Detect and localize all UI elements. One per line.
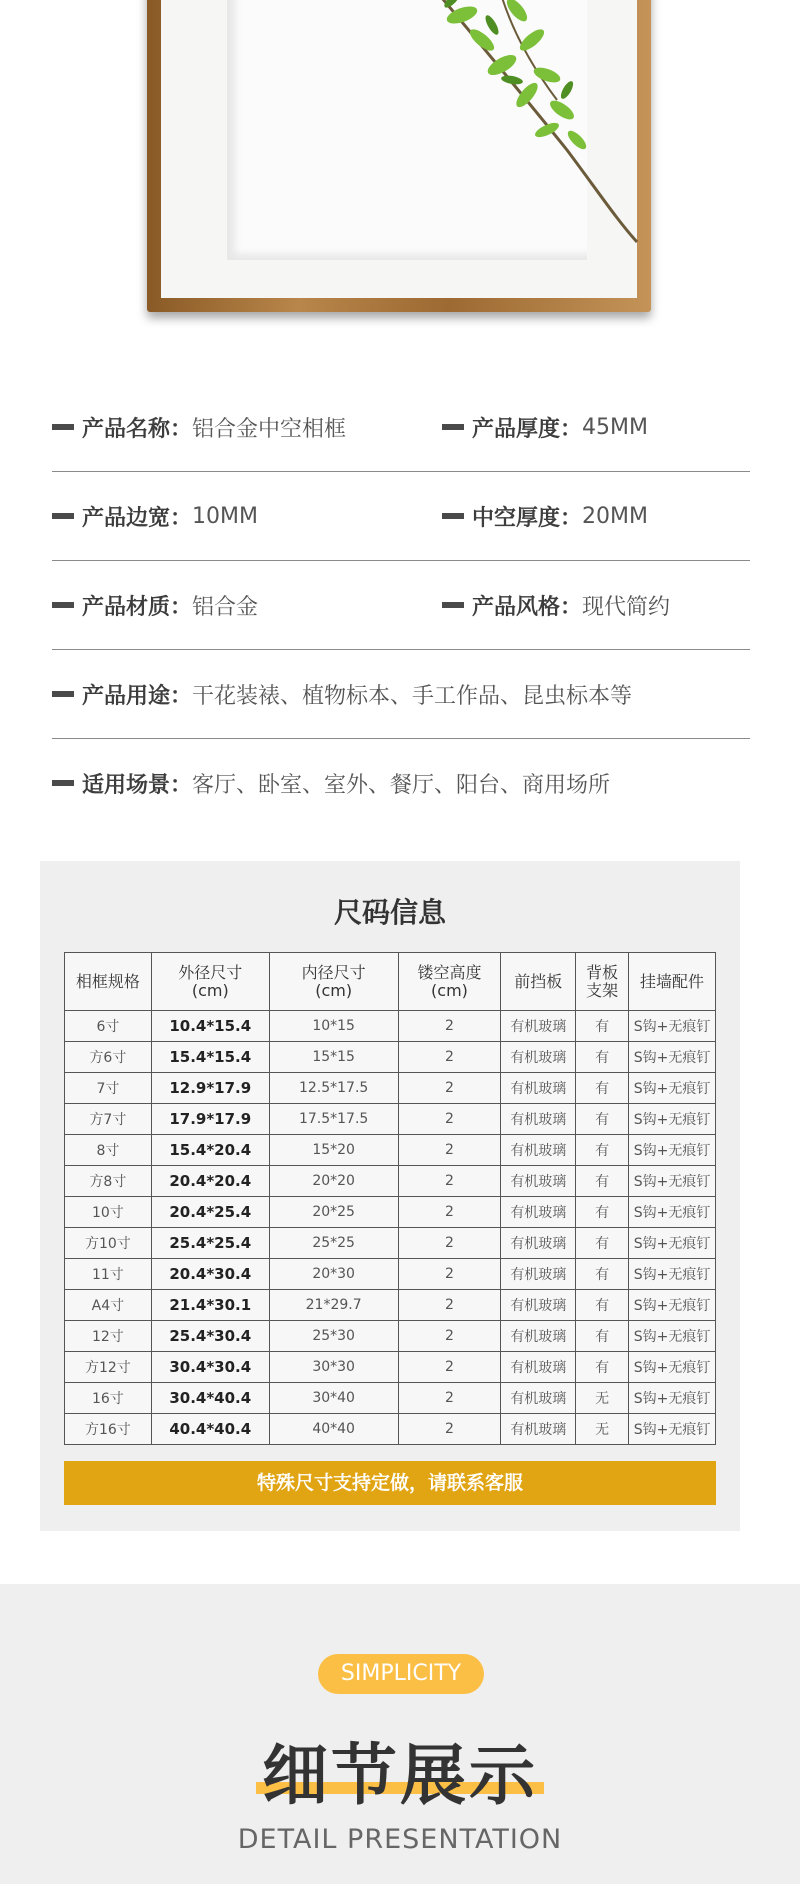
table-cell: 2 [398, 1104, 501, 1135]
spec-value: 铝合金中空相框 [192, 416, 347, 442]
size-info-panel [40, 861, 740, 1531]
size-table [64, 952, 716, 1445]
table-header-cell: 挂墙配件 [629, 953, 716, 1011]
table-row [65, 1104, 716, 1135]
spec-value: 现代简约 [582, 594, 671, 620]
table-header-cell: 镂空高度 (cm) [398, 953, 501, 1011]
spec-label: 产品边宽： [82, 505, 193, 531]
table-cell: 20*25 [269, 1197, 398, 1228]
spec-value: 客厅、卧室、室外、餐厅、阳台、商用场所 [192, 772, 611, 798]
frame-mat [161, 0, 637, 298]
table-row [65, 1011, 716, 1042]
table-cell: 无 [576, 1383, 629, 1414]
table-cell: 2 [398, 1073, 501, 1104]
table-cell: 方7寸 [65, 1104, 152, 1135]
table-row [65, 1073, 716, 1104]
spec-label: 产品名称： [82, 416, 193, 442]
table-cell: S钩+无痕钉 [629, 1259, 716, 1290]
spec-item-name [52, 412, 442, 443]
table-cell: 有 [576, 1042, 629, 1073]
table-cell: 有机玻璃 [501, 1352, 576, 1383]
table-cell: 15*15 [269, 1042, 398, 1073]
frame-inner-panel [227, 0, 587, 260]
dash-icon [442, 602, 464, 608]
table-cell: 有 [576, 1104, 629, 1135]
table-row [65, 1166, 716, 1197]
table-cell: 2 [398, 1197, 501, 1228]
table-cell: 25*30 [269, 1321, 398, 1352]
table-row [65, 1414, 716, 1445]
plant-branch-illustration [407, 0, 667, 250]
table-cell: 20*30 [269, 1259, 398, 1290]
table-row [65, 1135, 716, 1166]
table-header-cell: 背板 支架 [576, 953, 629, 1011]
spec-item-usage [52, 679, 632, 710]
table-header-cell: 内径尺寸 (cm) [269, 953, 398, 1011]
table-cell: 有机玻璃 [501, 1011, 576, 1042]
table-cell: 25.4*25.4 [151, 1228, 269, 1259]
table-cell: S钩+无痕钉 [629, 1321, 716, 1352]
table-cell: 有机玻璃 [501, 1383, 576, 1414]
detail-title-wrap [0, 1722, 800, 1814]
table-cell: 21*29.7 [269, 1290, 398, 1321]
table-cell: 有机玻璃 [501, 1166, 576, 1197]
table-cell: 20*20 [269, 1166, 398, 1197]
table-cell: 12.9*17.9 [151, 1073, 269, 1104]
spec-row [52, 561, 750, 650]
table-cell: 有机玻璃 [501, 1197, 576, 1228]
table-cell: S钩+无痕钉 [629, 1197, 716, 1228]
spec-item-hollow-depth [442, 501, 648, 532]
table-cell: 12寸 [65, 1321, 152, 1352]
table-cell: 17.5*17.5 [269, 1104, 398, 1135]
table-cell: 方12寸 [65, 1352, 152, 1383]
table-cell: 10寸 [65, 1197, 152, 1228]
table-row [65, 1042, 716, 1073]
spec-value: 干花装裱、植物标本、手工作品、昆虫标本等 [192, 683, 633, 709]
spec-label: 中空厚度： [472, 505, 583, 531]
table-row [65, 1383, 716, 1414]
product-photo [0, 0, 800, 330]
size-info-title: 尺码信息 [333, 896, 446, 929]
table-cell: 方16寸 [65, 1414, 152, 1445]
table-row [65, 1197, 716, 1228]
table-cell: 有机玻璃 [501, 1228, 576, 1259]
table-cell: 有 [576, 1228, 629, 1259]
dash-icon [442, 513, 464, 519]
table-cell: 2 [398, 1011, 501, 1042]
table-cell: 2 [398, 1259, 501, 1290]
spec-row [52, 739, 750, 827]
spec-list [52, 383, 750, 827]
spec-row [52, 383, 750, 472]
spec-value: 20MM [582, 503, 648, 529]
table-header-cell: 前挡板 [501, 953, 576, 1011]
table-row [65, 1290, 716, 1321]
table-cell: 30.4*40.4 [151, 1383, 269, 1414]
table-cell: 无 [576, 1414, 629, 1445]
table-cell: 20.4*20.4 [151, 1166, 269, 1197]
spec-value: 铝合金 [192, 594, 259, 620]
table-cell: 21.4*30.1 [151, 1290, 269, 1321]
spec-value: 10MM [192, 503, 258, 529]
table-header-cell: 外径尺寸 (cm) [151, 953, 269, 1011]
table-header-cell: 相框规格 [65, 953, 152, 1011]
table-cell: 2 [398, 1414, 501, 1445]
detail-title: 细节展示 [262, 1737, 538, 1814]
dash-icon [52, 424, 74, 430]
table-cell: 10.4*15.4 [151, 1011, 269, 1042]
table-cell: 有 [576, 1166, 629, 1197]
dash-icon [442, 424, 464, 430]
table-cell: 有机玻璃 [501, 1104, 576, 1135]
table-cell: 方6寸 [65, 1042, 152, 1073]
table-cell: 方10寸 [65, 1228, 152, 1259]
dash-icon [52, 602, 74, 608]
table-cell: 有机玻璃 [501, 1042, 576, 1073]
table-cell: S钩+无痕钉 [629, 1042, 716, 1073]
table-cell: S钩+无痕钉 [629, 1073, 716, 1104]
spec-item-style [442, 590, 670, 621]
table-cell: 25*25 [269, 1228, 398, 1259]
table-cell: 11寸 [65, 1259, 152, 1290]
spec-item-scenes [52, 768, 610, 799]
spec-label: 产品材质： [82, 594, 193, 620]
table-cell: 有 [576, 1073, 629, 1104]
table-cell: 有机玻璃 [501, 1135, 576, 1166]
table-cell: S钩+无痕钉 [629, 1011, 716, 1042]
table-cell: 有机玻璃 [501, 1073, 576, 1104]
simplicity-badge: SIMPLICITY [318, 1654, 484, 1694]
table-cell: 20.4*25.4 [151, 1197, 269, 1228]
spec-row [52, 472, 750, 561]
custom-size-banner: 特殊尺寸支持定做，请联系客服 [64, 1461, 716, 1505]
table-cell: 2 [398, 1042, 501, 1073]
table-cell: 30*40 [269, 1383, 398, 1414]
table-cell: 有机玻璃 [501, 1414, 576, 1445]
dash-icon [52, 691, 74, 697]
table-row [65, 1321, 716, 1352]
table-cell: 25.4*30.4 [151, 1321, 269, 1352]
table-cell: 8寸 [65, 1135, 152, 1166]
table-cell: 7寸 [65, 1073, 152, 1104]
table-cell: 10*15 [269, 1011, 398, 1042]
table-cell: S钩+无痕钉 [629, 1228, 716, 1259]
table-row [65, 1259, 716, 1290]
table-cell: 15.4*20.4 [151, 1135, 269, 1166]
spec-label: 产品用途： [82, 683, 193, 709]
table-cell: S钩+无痕钉 [629, 1104, 716, 1135]
table-cell: 40*40 [269, 1414, 398, 1445]
table-cell: 40.4*40.4 [151, 1414, 269, 1445]
detail-subtitle: DETAIL PRESENTATION [237, 1824, 563, 1855]
table-cell: 有机玻璃 [501, 1259, 576, 1290]
table-cell: 2 [398, 1166, 501, 1197]
table-cell: S钩+无痕钉 [629, 1135, 716, 1166]
spec-value: 45MM [582, 414, 648, 440]
table-cell: 有 [576, 1259, 629, 1290]
table-cell: 6寸 [65, 1011, 152, 1042]
table-row [65, 1352, 716, 1383]
table-cell: S钩+无痕钉 [629, 1383, 716, 1414]
spec-item-border-width [52, 501, 442, 532]
table-cell: 2 [398, 1228, 501, 1259]
table-cell: 30.4*30.4 [151, 1352, 269, 1383]
photo-frame-image [147, 0, 651, 312]
table-cell: 有机玻璃 [501, 1321, 576, 1352]
table-header-row [65, 953, 716, 1011]
table-cell: 17.9*17.9 [151, 1104, 269, 1135]
table-cell: 2 [398, 1290, 501, 1321]
table-cell: 有 [576, 1290, 629, 1321]
table-cell: 有 [576, 1352, 629, 1383]
spec-item-material [52, 590, 442, 621]
table-row [65, 1228, 716, 1259]
spec-label: 产品风格： [472, 594, 583, 620]
table-cell: S钩+无痕钉 [629, 1290, 716, 1321]
table-cell: A4寸 [65, 1290, 152, 1321]
dash-icon [52, 513, 74, 519]
spec-label: 产品厚度： [472, 416, 583, 442]
table-cell: 2 [398, 1352, 501, 1383]
table-cell: 方8寸 [65, 1166, 152, 1197]
spec-label: 适用场景： [82, 772, 193, 798]
table-cell: 有 [576, 1321, 629, 1352]
table-cell: S钩+无痕钉 [629, 1414, 716, 1445]
table-cell: 有 [576, 1011, 629, 1042]
table-cell: 20.4*30.4 [151, 1259, 269, 1290]
table-cell: 有 [576, 1135, 629, 1166]
detail-section [0, 1584, 800, 1884]
table-cell: 30*30 [269, 1352, 398, 1383]
dash-icon [52, 780, 74, 786]
spec-item-thickness [442, 412, 648, 443]
table-cell: 15*20 [269, 1135, 398, 1166]
table-cell: S钩+无痕钉 [629, 1352, 716, 1383]
table-cell: 15.4*15.4 [151, 1042, 269, 1073]
table-cell: 有 [576, 1197, 629, 1228]
table-cell: 2 [398, 1135, 501, 1166]
table-cell: 2 [398, 1383, 501, 1414]
table-cell: 有机玻璃 [501, 1290, 576, 1321]
table-body [65, 1011, 716, 1445]
table-cell: S钩+无痕钉 [629, 1166, 716, 1197]
table-cell: 16寸 [65, 1383, 152, 1414]
spec-row [52, 650, 750, 739]
table-cell: 12.5*17.5 [269, 1073, 398, 1104]
table-cell: 2 [398, 1321, 501, 1352]
